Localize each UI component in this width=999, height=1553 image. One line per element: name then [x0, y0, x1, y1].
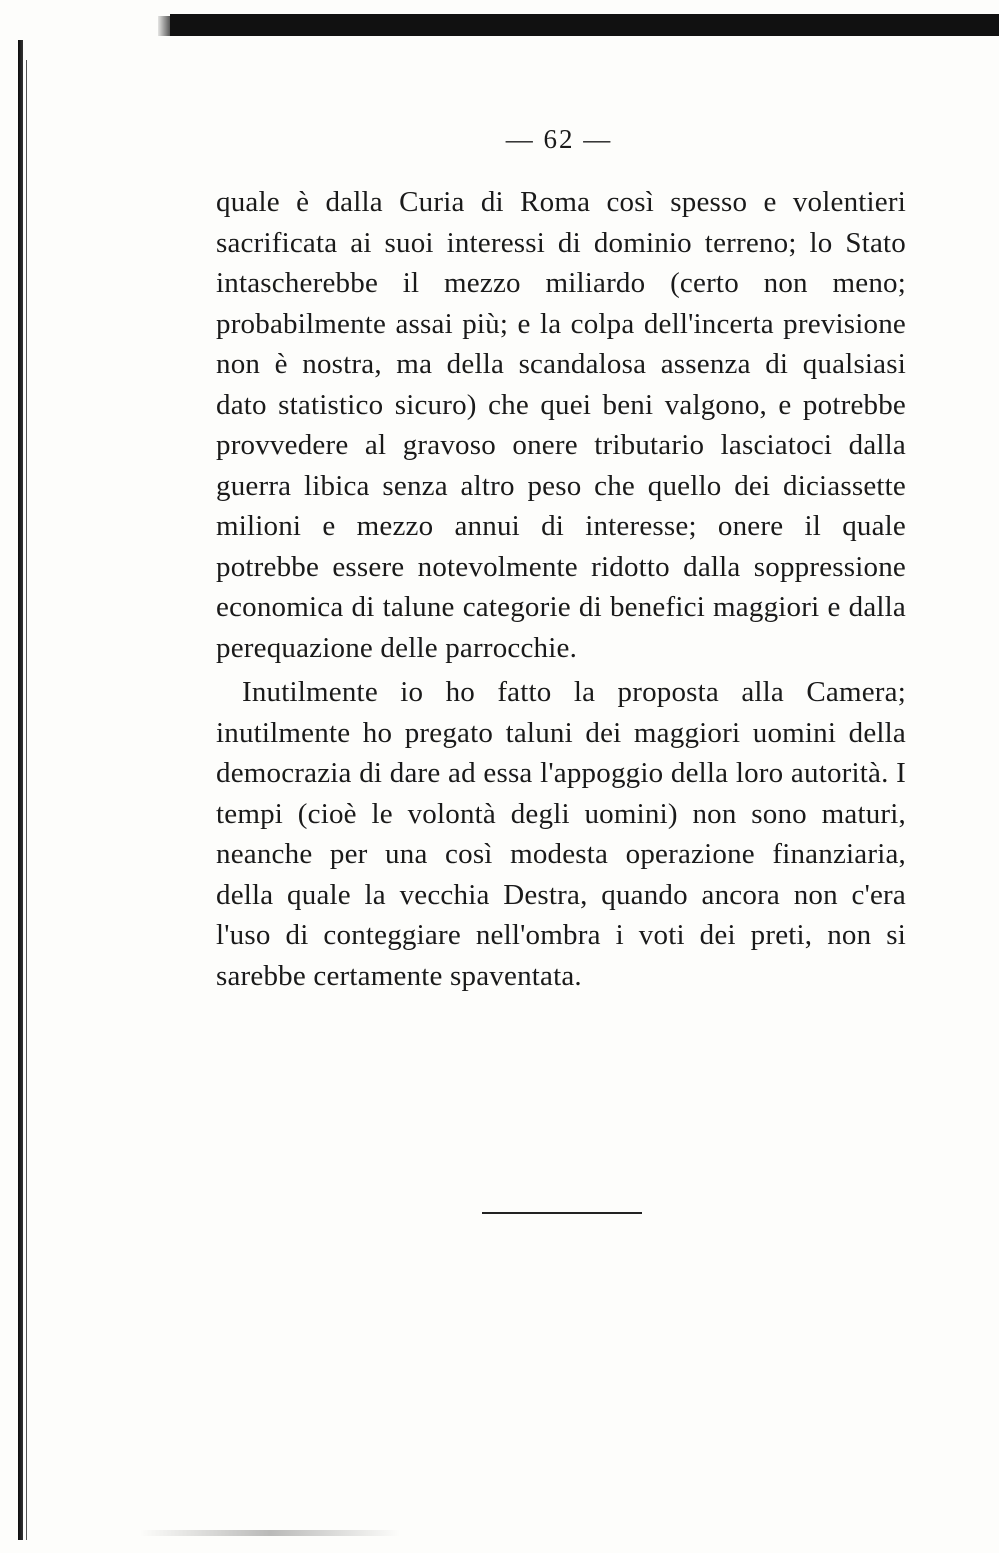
page-number: — 62 —	[505, 124, 613, 154]
paragraph-2: Inutilmente io ho fatto la proposta alla Camera; inutilmente ho pregato taluni dei maggiori uomini della democrazia di dare ad essa l'appoggio della loro autorità. I tempi (cioè le volontà degli uomini) non sono maturi, neanche per una così modesta operazione finanziaria, della quale la vecchia Destra, quando ancora non c'era l'uso di conteggiare nell'ombra i voti dei preti, non si sarebbe certamente spaventata.	[216, 676, 906, 992]
scan-top-border	[170, 14, 999, 36]
section-end-rule	[482, 1212, 642, 1214]
scan-left-line	[26, 60, 27, 1540]
scan-left-border	[18, 40, 23, 1540]
scan-bottom-smudge	[140, 1530, 400, 1536]
paragraph-1: quale è dalla Curia di Roma così spesso e volentieri sacrificata ai suoi interessi di dominio terreno; lo Stato intascherebbe il mezzo miliardo (certo non meno; probabilmente assai più; e la colpa dell'incerta previsione non è nostra, ma della scandalosa assenza di qualsiasi dato statistico sicuro) che quei beni valgono, e potrebbe provvedere al gravoso onere tributario lasciatoci dalla guerra libica senza altro peso che quello dei diciassette milioni e mezzo annui di interesse; onere il quale potrebbe essere notevolmente ridotto dalla soppressione economica di talune categorie di benefici maggiori e dalla perequazione delle parrocchie.	[216, 186, 906, 664]
body-text	[216, 182, 906, 996]
